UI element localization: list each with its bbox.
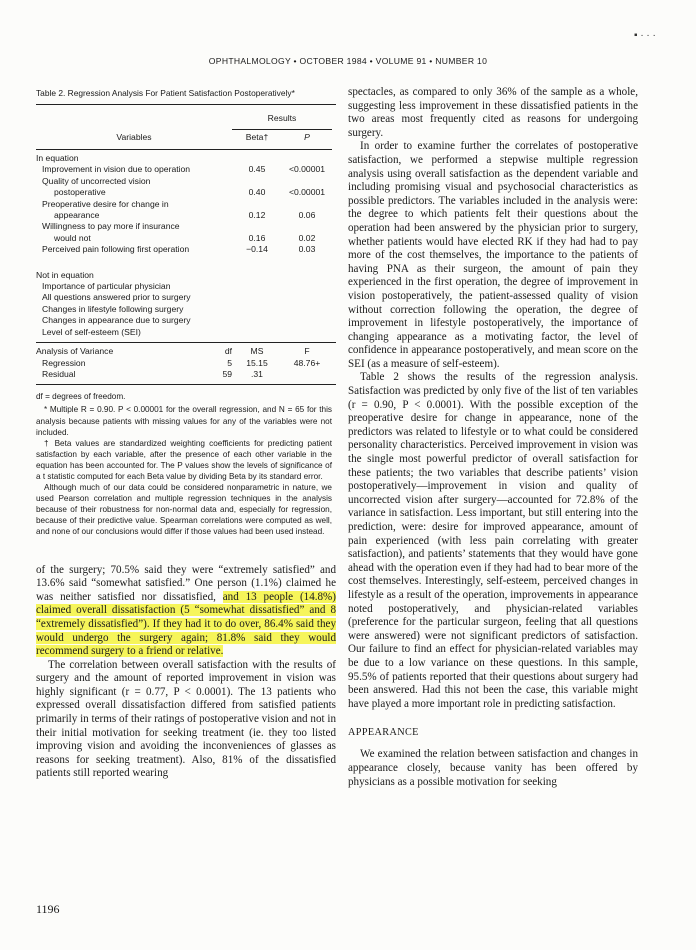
paragraph: of the surgery; 70.5% said they were “extremely satisfied” and 13.6% said “somewhat satisfied.” One person (1.1%) claimed he was neither satisfied nor dissatisfied, and 13 people (14.8%) claimed overall dissatisfaction (5 “somewhat dissatisfied” and 8 “extremely dissatisfied”). If they had it to do over, 86.4% said they would undergo the surgery again; 81.8% said they would recommend surgery to a friend or relative.: [36, 563, 336, 658]
right-column: [348, 86, 638, 789]
table-row: Willingness to pay more if insurance: [42, 221, 180, 232]
section-heading: APPEARANCE: [348, 727, 419, 739]
table-row: postoperative 0.40 <0.00001: [54, 187, 326, 198]
beta-header: Beta†: [245, 132, 269, 143]
in-equation-label: In equation: [36, 153, 79, 163]
not-in-equation-label: Not in equation: [36, 269, 94, 280]
results-header: Results: [267, 113, 297, 124]
footnote: * Multiple R = 0.90. P < 0.00001 for the overall regression, and N = 65 for this analysis because patients with missing values for any of the variables were not included.: [36, 405, 332, 437]
table-row: Residual 59 .31: [42, 368, 263, 379]
paragraph: Table 2 shows the results of the regression analysis. Satisfaction was predicted by only five of the list of ten variables (r = 0.90, P < 0.0001). With the possible exception of the preoperative desire for change in appearance, none of the predictors was related to lifestyle or to what could be considered personality characteristics. Perceived improvement in vision was the single most powerful predictor of overall satisfaction for these patients; the two variables that describe patients’ vision postoperatively—improvement in vision and quality of uncorrected vision after surgery—accounted for 72.8% of the variance in satisfaction. Less important, but still entering into the prediction, were: desire for improved appearance, amount of pain experienced (with less pain correlating with greater satisfaction), and patients’ statements that they would have gone ahead with the operation even if they had had to bear more of the cost themselves. Interestingly, self-esteem, perceived changes in lifestyle as a result of the operation, improvements in appearance noted postoperatively, and physician-related variables (preference for the particular surgeon, feeling that all questions were answered) were not significant predictors of satisfaction. Our failure to find an effect for physician-related variables may be due to a low variance on these questions. In this sample, 95.5% of patients reported that their questions about surgery had been answered. Had this not been the case, this variable might have played a more important role in predicting satisfaction.: [348, 371, 638, 710]
anova-label: Analysis of Variance: [36, 346, 114, 357]
table-row: Quality of uncorrected vision: [42, 175, 151, 186]
highlighted-passage: and 13 people (14.8%) claimed overall dissatisfaction (5 “somewhat dissatisfied” and 8 “extremely dissatisfied”). If they had it to do over, 86.4% said they would undergo the surgery again; 81.8% said they would recommend surgery to a friend or relative.: [36, 590, 336, 658]
table-row: Level of self-esteem (SEI): [42, 326, 141, 337]
paragraph: The correlation between overall satisfaction with the results of surgery and the amount of reported improvement in vision was highly significant (r = 0.77, P < 0.0001). The 13 patients who expressed overall dissatisfaction differed from satisfied patients primarily in terms of their ratings of postoperative vision and not in their initial motivation for seeking treatment (ie. they too listed improving vision and avoiding the inconveniences of glasses as reasons for seeking treatment). Also, 81% of the dissatisfied patients still reported wearing: [36, 658, 336, 780]
page-number: 1196: [36, 902, 60, 916]
p-header: P: [304, 132, 310, 143]
footnote: † Beta values are standardized weighting coefficients for predicting patient satisfaction by each variable, after the presence of each other variable in the equation has been accounted for. The P values show the levels of significance of a t statistic computed for each Beta value by dividing Beta by its standard error.: [36, 438, 332, 481]
table-title: Table 2. Regression Analysis For Patient Satisfaction Postoperatively*: [36, 88, 295, 98]
table-row: would not 0.16 0.02: [54, 232, 316, 243]
table-row: Regression 5 15.15 48.76+: [42, 357, 321, 368]
regression-table: [36, 105, 332, 338]
table-row: Changes in lifestyle following surgery: [42, 303, 184, 314]
table-row: appearance 0.12 0.06: [54, 210, 316, 221]
table-row: Changes in appearance due to surgery: [42, 315, 191, 326]
table-row: Improvement in vision due to operation 0.45 <0.00001: [42, 164, 326, 175]
table-footnotes: [36, 391, 332, 537]
table-row: Importance of particular physician: [42, 281, 171, 292]
left-column: [36, 88, 336, 781]
table-row: Perceived pain following first operation −0.14 0.03: [42, 244, 316, 255]
running-head: OPHTHALMOLOGY • OCTOBER 1984 • VOLUME 91 • NUMBER 10: [208, 56, 488, 66]
anova-table: Analysis of Variance df MS F Regression 5 15.15 48.76+ Residual 59 .31: [36, 346, 332, 380]
table-row: All questions answered prior to surgery: [42, 292, 191, 303]
corner-marks: ▪ · · ·: [634, 30, 656, 41]
paragraph: In order to examine further the correlates of postoperative satisfaction, we performed a stepwise multiple regression analysis using overall satisfaction as the dependent variable and including promising visual and psychosocial characteristics as possible predictors. The variables included in the analysis were: the degree to which patients felt their questions about the operation had been answered by the physician prior to surgery, whether patients would have elected RK if they had had to pay more of the cost themselves, the importance to the patients of having PNA as their surgeon, the amount of pain they experienced in the first operation, the degree of improvement in vision postoperatively, the patient-assessed quality of vision without correction following the operation, the degree of improvement in lifestyle postoperatively, the importance of changing appearance as a motivating factor, the level of confidence in appearance postoperatively, and mean score on the SEI (as a measure of self-esteem).: [348, 140, 638, 370]
paragraph: spectacles, as compared to only 36% of the sample as a whole, suggesting less improvement in these dissatisfied patients in the two areas most frequently cited as reasons for undergoing surgery.: [348, 86, 638, 139]
variables-header: Variables: [116, 132, 152, 143]
paragraph: We examined the relation between satisfaction and changes in appearance closely, because vanity has been offered by physicians as a possible motivation for seeking: [348, 748, 638, 788]
left-body-text: [36, 564, 336, 782]
footnote: df = degrees of freedom.: [36, 392, 126, 402]
footnote: Although much of our data could be considered nonparametric in nature, we used Pearson correlation and multiple regression techniques in the analysis because of their robustness for non-normal data and, especially for regression, because of their predictive value. Spearman correlations were computed as well, and none of our conclusions would differ if those values had been used instead.: [36, 483, 332, 537]
table-row: Preoperative desire for change in: [42, 198, 169, 209]
